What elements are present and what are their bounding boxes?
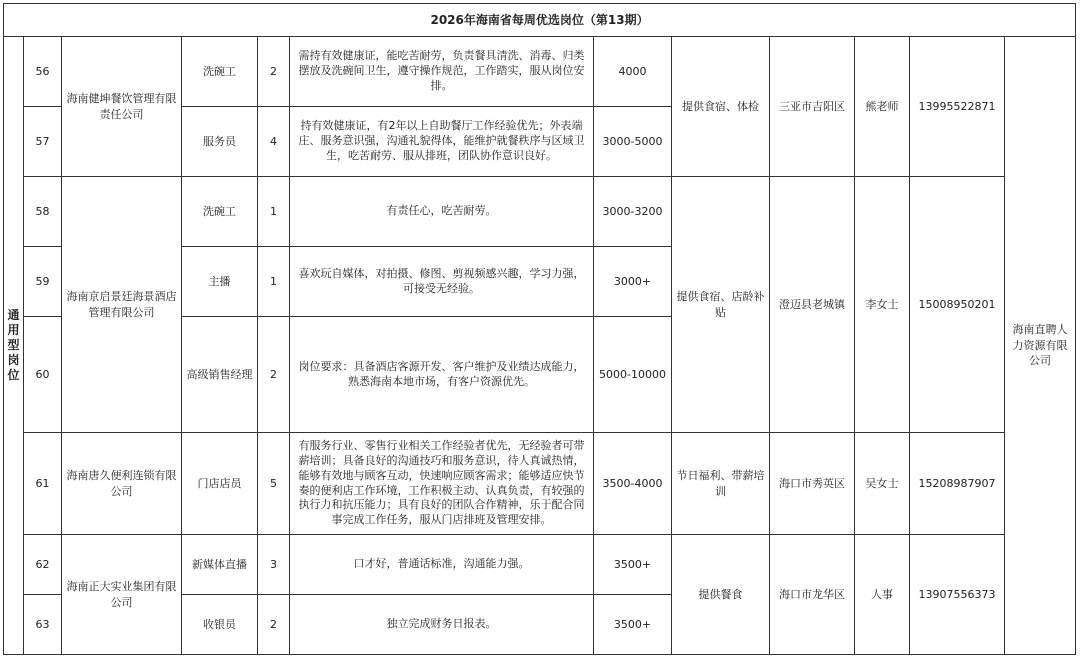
position-name: 洗碗工 (182, 37, 258, 107)
job-table (3, 3, 1076, 655)
agency-name: 海南直聘人力资源有限公司 (1005, 37, 1076, 655)
salary: 3000+ (594, 247, 672, 317)
position-name: 收银员 (182, 595, 258, 655)
contact-phone: 15008950201 (910, 177, 1005, 433)
company-name: 海南唐久便利连锁有限公司 (62, 433, 182, 535)
hiring-count: 2 (258, 317, 290, 433)
contact-person: 人事 (855, 535, 910, 655)
job-requirement: 有责任心，吃苦耐劳。 (290, 177, 594, 247)
position-name: 主播 (182, 247, 258, 317)
row-number: 61 (24, 433, 62, 535)
row-number: 60 (24, 317, 62, 433)
contact-person: 李女士 (855, 177, 910, 433)
salary: 4000 (594, 37, 672, 107)
work-location: 澄迈县老城镇 (770, 177, 855, 433)
hiring-count: 5 (258, 433, 290, 535)
company-name: 海南京启景廷海景酒店管理有限公司 (62, 177, 182, 433)
hiring-count: 3 (258, 535, 290, 595)
job-requirement: 需持有效健康证，能吃苦耐劳，负责餐具清洗、消毒、归类摆放及洗碗间卫生，遵守操作规范，工作踏实，服从岗位安排。 (290, 37, 594, 107)
hiring-count: 1 (258, 247, 290, 317)
benefits: 提供食宿、店龄补贴 (672, 177, 770, 433)
hiring-count: 1 (258, 177, 290, 247)
row-number: 59 (24, 247, 62, 317)
row-number: 63 (24, 595, 62, 655)
position-name: 洗碗工 (182, 177, 258, 247)
table-title: 2026年海南省每周优选岗位（第13期） (4, 4, 1076, 37)
hiring-count: 2 (258, 595, 290, 655)
job-requirement: 喜欢玩自媒体，对拍摄、修图、剪视频感兴趣，学习力强，可接受无经验。 (290, 247, 594, 317)
category-cell (4, 37, 24, 655)
salary: 3500+ (594, 595, 672, 655)
salary: 5000-10000 (594, 317, 672, 433)
benefits: 节日福利、带薪培训 (672, 433, 770, 535)
benefits: 提供食宿、体检 (672, 37, 770, 177)
row-number: 56 (24, 37, 62, 107)
hiring-count: 4 (258, 107, 290, 177)
job-requirement: 岗位要求：具备酒店客源开发、客户维护及业绩达成能力，熟悉海南本地市场，有客户资源优先。 (290, 317, 594, 433)
position-name: 服务员 (182, 107, 258, 177)
work-location: 海口市秀英区 (770, 433, 855, 535)
job-requirement: 独立完成财务日报表。 (290, 595, 594, 655)
contact-person: 吴女士 (855, 433, 910, 535)
work-location: 海口市龙华区 (770, 535, 855, 655)
salary: 3000-3200 (594, 177, 672, 247)
position-name: 门店店员 (182, 433, 258, 535)
contact-phone: 13907556373 (910, 535, 1005, 655)
hiring-count: 2 (258, 37, 290, 107)
row-number: 58 (24, 177, 62, 247)
row-number: 57 (24, 107, 62, 177)
job-requirement: 有服务行业、零售行业相关工作经验者优先，无经验者可带薪培训；具备良好的沟通技巧和服务意识，待人真诚热情，能够有效地与顾客互动，快速响应顾客需求；能够适应快节奏的便利店工作环境，工作积极主动、认真负责，有较强的执行力和抗压能力；具有良好的团队合作精神，乐于配合同事完成工作任务，服从门店排班及管理安排。 (290, 433, 594, 535)
job-requirement: 口才好，普通话标准，沟通能力强。 (290, 535, 594, 595)
job-requirement: 持有效健康证，有2年以上自助餐厅工作经验优先；外表端庄、服务意识强，沟通礼貌得体，能维护就餐秩序与区域卫生，吃苦耐劳、服从排班，团队协作意识良好。 (290, 107, 594, 177)
salary: 3500+ (594, 535, 672, 595)
position-name: 新媒体直播 (182, 535, 258, 595)
contact-phone: 15208987907 (910, 433, 1005, 535)
salary: 3000-5000 (594, 107, 672, 177)
work-location: 三亚市吉阳区 (770, 37, 855, 177)
contact-person: 熊老师 (855, 37, 910, 177)
company-name: 海南健坤餐饮管理有限责任公司 (62, 37, 182, 177)
company-name: 海南正大实业集团有限公司 (62, 535, 182, 655)
position-name: 高级销售经理 (182, 317, 258, 433)
category-label: 通用型岗位 (7, 308, 20, 382)
row-number: 62 (24, 535, 62, 595)
contact-phone: 13995522871 (910, 37, 1005, 177)
benefits: 提供餐食 (672, 535, 770, 655)
salary: 3500-4000 (594, 433, 672, 535)
